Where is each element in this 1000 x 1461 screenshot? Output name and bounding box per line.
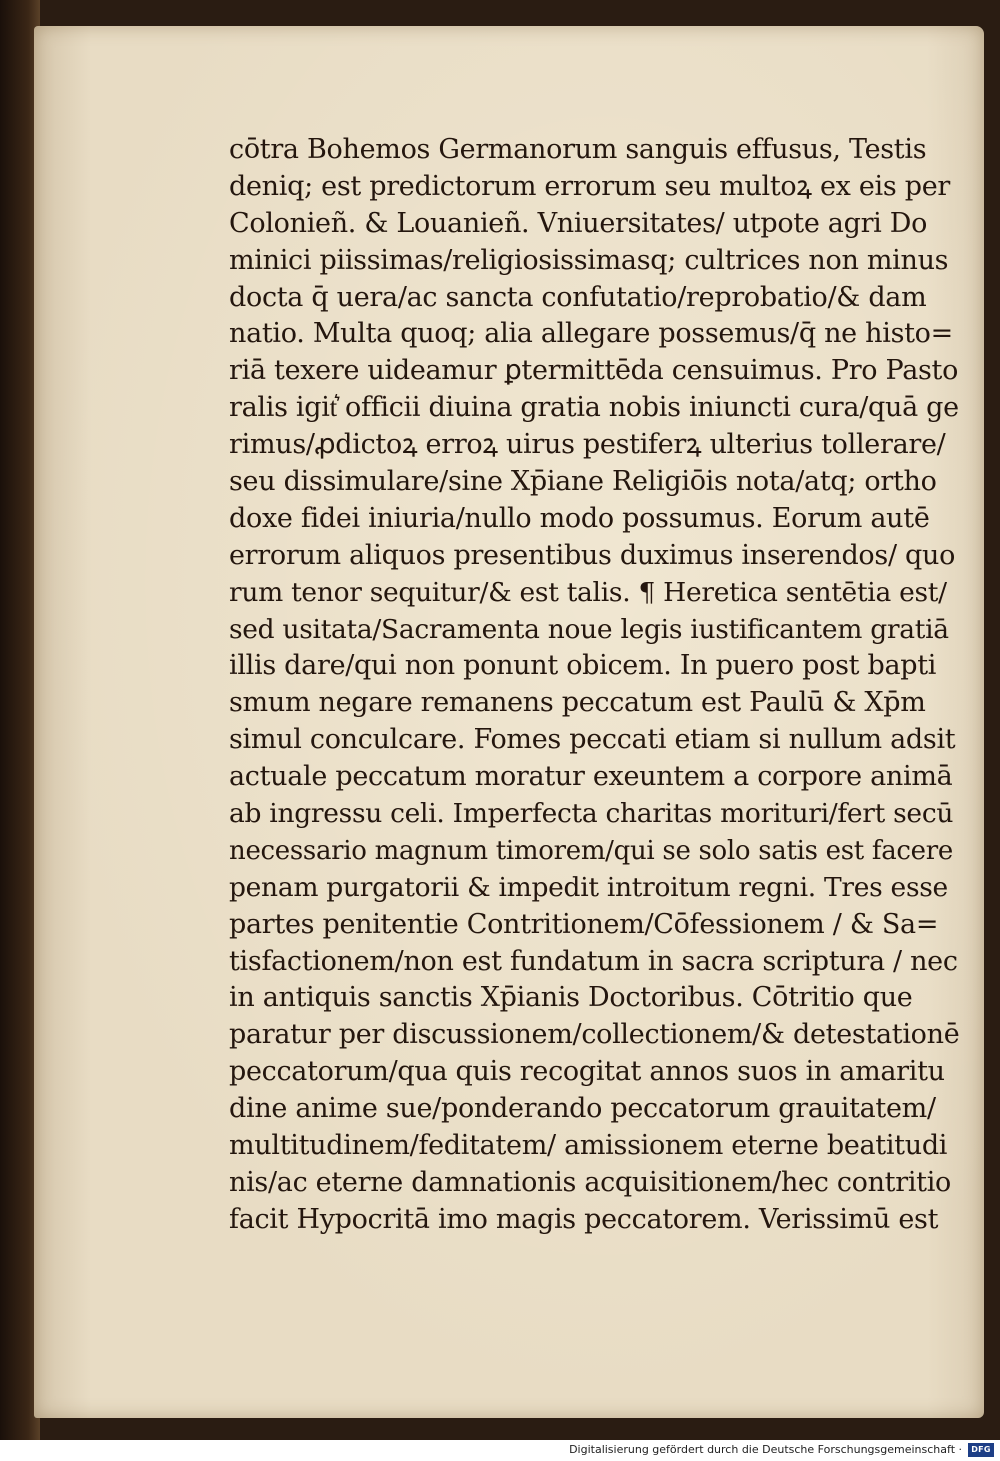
text-line: partes penitentie Contritionem/Cōfessionem / & Sa= bbox=[229, 908, 939, 940]
text-line: errorum aliquos presentibus duximus inserendos/ quo bbox=[229, 539, 956, 571]
text-line: rum tenor sequitur/& est talis. ¶ Heretica sentētia est/ bbox=[229, 576, 947, 608]
text-line: in antiquis sanctis Xp̄ianis Doctoribus. Cōtritio que bbox=[229, 982, 913, 1014]
text-line: docta q̄ uera/ac sancta confutatio/reprobatio/& dam bbox=[229, 281, 927, 313]
text-line: sed usitata/Sacramenta noue legis iustificantem gratiā bbox=[229, 613, 949, 645]
text-line: ab ingressu celi. Imperfecta charitas morituri/fert secū bbox=[229, 798, 954, 830]
text-block bbox=[229, 132, 959, 1239]
text-line: doxe fidei iniuria/nullo modo possumus. Eorum autē bbox=[229, 502, 930, 534]
text-line: Colonieñ. & Louanieñ. Vniuersitates/ utpote agri Do bbox=[229, 207, 928, 239]
text-line: minici piissimas/religiosissimasq; cultrices non minus bbox=[229, 244, 949, 276]
text-line: illis dare/qui non ponunt obicem. In puero post bapti bbox=[229, 650, 937, 682]
book-page bbox=[34, 26, 984, 1418]
text-line: tisfactionem/non est fundatum in sacra scriptura / nec bbox=[229, 945, 958, 977]
text-line: necessario magnum timorem/qui se solo satis est facere bbox=[229, 835, 953, 866]
dfg-logo-icon: DFG bbox=[968, 1443, 994, 1457]
text-line: facit Hypocritā imo magis peccatorem. Verissimū est bbox=[229, 1203, 939, 1235]
dfg-credit: Digitalisierung gefördert durch die Deutsche Forschungsgemeinschaft · bbox=[569, 1443, 962, 1456]
text-line: peccatorum/qua quis recogitat annos suos in amaritu bbox=[229, 1056, 945, 1088]
text-line: simul conculcare. Fomes peccati etiam si nullum adsit bbox=[229, 724, 956, 756]
text-line: paratur per discussionem/collectionem/& detestationē bbox=[229, 1019, 959, 1051]
text-line: natio. Multa quoq; alia allegare possemus/q̄ ne histo= bbox=[229, 318, 953, 350]
text-line: rimus/ꝓdictoꝝ erroꝝ uirus pestiferꝝ ulterius tollerare/ bbox=[229, 429, 946, 461]
text-line: smum negare remanens peccatum est Paulū & Xp̄m bbox=[229, 687, 926, 719]
text-line: ralis igit͛ officii diuina gratia nobis iniuncti cura/quā ge bbox=[229, 392, 959, 424]
text-line: cōtra Bohemos Germanorum sanguis effusus, Testis bbox=[229, 134, 927, 165]
footer-bar bbox=[0, 1440, 1000, 1461]
text-line: penam purgatorii & impedit introitum regni. Tres esse bbox=[229, 871, 948, 903]
text-line: seu dissimulare/sine Xp̄iane Religiōis nota/atq; ortho bbox=[229, 466, 937, 498]
text-line: deniq; est predictorum errorum seu multoꝝ ex eis per bbox=[229, 170, 950, 202]
text-line: riā texere uideamur ꝑtermittēda censuimus. Pro Pasto bbox=[229, 355, 959, 387]
text-line: actuale peccatum moratur exeuntem a corpore animā bbox=[229, 761, 953, 793]
text-line: nis/ac eterne damnationis acquisitionem/hec contritio bbox=[229, 1166, 952, 1198]
text-line: dine anime sue/ponderando peccatorum grauitatem/ bbox=[229, 1093, 936, 1125]
text-line: multitudinem/feditatem/ amissionem eterne beatitudi bbox=[229, 1130, 948, 1162]
